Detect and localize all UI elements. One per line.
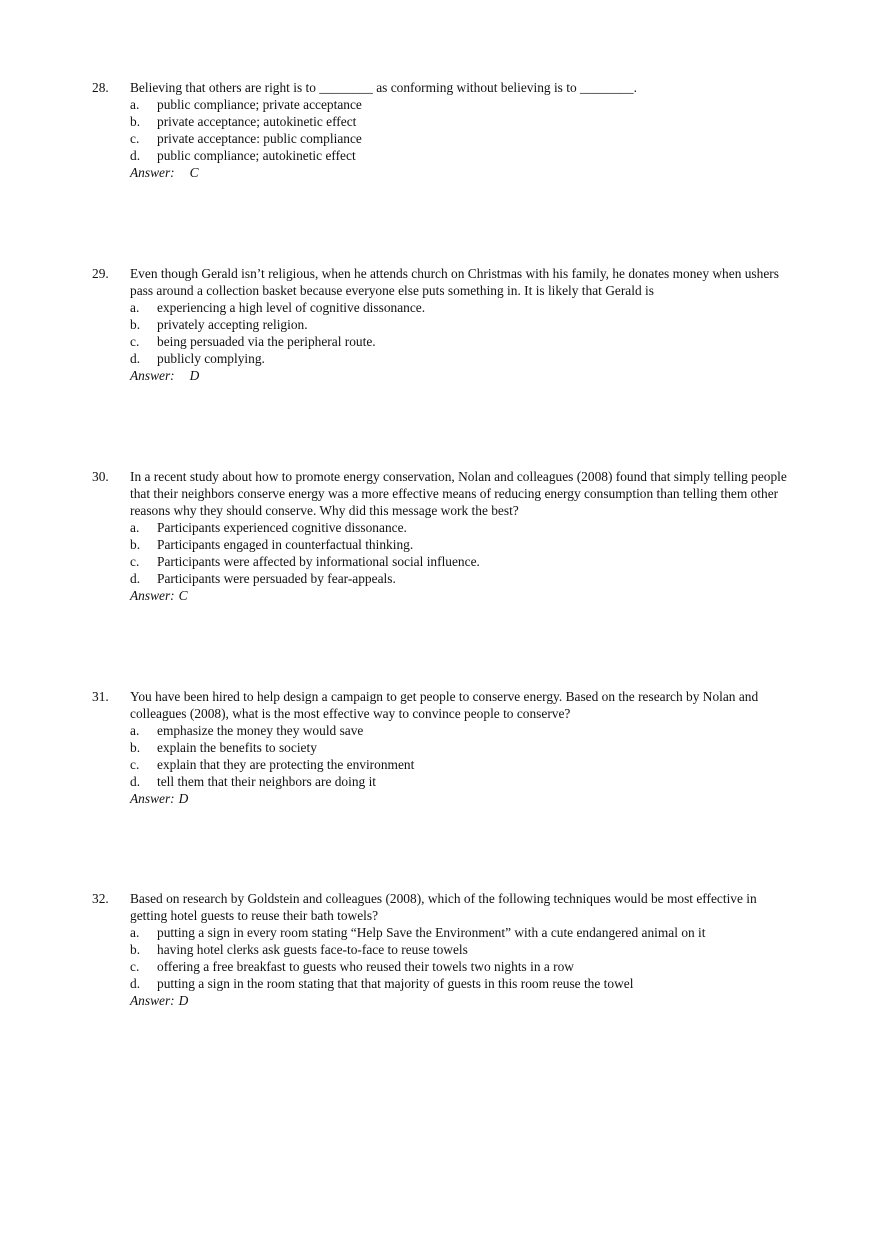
option-letter: d.: [130, 774, 141, 789]
option-letter: a.: [130, 723, 140, 738]
answer-label: Answer:: [130, 791, 175, 806]
option-text: publicly complying.: [157, 351, 265, 366]
option-letter: c.: [130, 757, 140, 772]
option-d: [130, 975, 797, 992]
question-number: 31.: [92, 689, 109, 704]
answer-label: Answer:: [130, 993, 175, 1008]
option-b: [130, 536, 797, 553]
question-stem: Based on research by Goldstein and colleagues (2008), which of the following techniques would be most effective in getting hotel guests to reuse their bath towels?: [130, 891, 757, 923]
option-a: [130, 519, 797, 536]
answer-label: Answer:: [130, 165, 175, 180]
answer-value: D: [178, 993, 189, 1008]
option-c: [130, 333, 797, 350]
question-number: 29.: [92, 266, 109, 281]
answer-value: D: [178, 791, 189, 806]
question-number: 32.: [92, 891, 109, 906]
option-letter: b.: [130, 317, 141, 332]
answer-line: [130, 992, 797, 1009]
option-c: [130, 553, 797, 570]
option-letter: b.: [130, 114, 141, 129]
option-text: public compliance; autokinetic effect: [157, 148, 356, 163]
option-list: [130, 96, 797, 164]
option-text: Participants engaged in counterfactual thinking.: [157, 537, 414, 552]
answer-value: C: [189, 165, 199, 180]
option-a: [130, 924, 797, 941]
option-text: Participants were persuaded by fear-appeals.: [157, 571, 396, 586]
question-stem: In a recent study about how to promote energy conservation, Nolan and colleagues (2008) found that simply telling people that their neighbors conserve energy was a more effective means of reducing energy consumption than telling them other reasons why they should conserve. Why did this message work the best?: [130, 469, 787, 518]
question-number: 30.: [92, 469, 109, 484]
option-b: [130, 316, 797, 333]
answer-line: [130, 164, 797, 181]
question-stem: Believing that others are right is to ________ as conforming without believing is to ________.: [130, 80, 637, 95]
option-text: having hotel clerks ask guests face-to-face to reuse towels: [157, 942, 468, 957]
answer-label: Answer:: [130, 588, 175, 603]
option-letter: d.: [130, 571, 141, 586]
option-b: [130, 739, 797, 756]
option-letter: c.: [130, 554, 140, 569]
option-d: [130, 773, 797, 790]
option-list: [130, 722, 797, 790]
option-letter: c.: [130, 959, 140, 974]
option-text: experiencing a high level of cognitive dissonance.: [157, 300, 426, 315]
option-d: [130, 147, 797, 164]
option-text: explain the benefits to society: [157, 740, 317, 755]
option-letter: c.: [130, 131, 140, 146]
option-letter: a.: [130, 520, 140, 535]
option-list: [130, 299, 797, 367]
answer-line: [130, 587, 797, 604]
option-text: Participants were affected by informational social influence.: [157, 554, 480, 569]
option-c: [130, 130, 797, 147]
option-a: [130, 722, 797, 739]
option-text: being persuaded via the peripheral route.: [157, 334, 376, 349]
option-d: [130, 570, 797, 587]
option-a: [130, 299, 797, 316]
option-letter: b.: [130, 740, 141, 755]
option-text: public compliance; private acceptance: [157, 97, 362, 112]
option-b: [130, 113, 797, 130]
answer-label: Answer:: [130, 368, 175, 383]
option-letter: d.: [130, 351, 141, 366]
option-text: private acceptance; autokinetic effect: [157, 114, 357, 129]
option-text: offering a free breakfast to guests who reused their towels two nights in a row: [157, 959, 574, 974]
option-text: private acceptance: public compliance: [157, 131, 362, 146]
question-29: [92, 265, 797, 384]
option-c: [130, 958, 797, 975]
option-c: [130, 756, 797, 773]
option-text: tell them that their neighbors are doing it: [157, 774, 377, 789]
option-letter: d.: [130, 148, 141, 163]
option-list: [130, 519, 797, 587]
answer-line: [130, 790, 797, 807]
question-stem: Even though Gerald isn’t religious, when he attends church on Christmas with his family, he donates money when ushers pass around a collection basket because everyone else puts something in. It is likely that Gerald is: [130, 266, 779, 298]
option-text: putting a sign in the room stating that that majority of guests in this room reuse the towel: [157, 976, 634, 991]
answer-value: C: [178, 588, 188, 603]
option-letter: a.: [130, 925, 140, 940]
option-text: privately accepting religion.: [157, 317, 308, 332]
question-28: [92, 79, 797, 181]
option-d: [130, 350, 797, 367]
question-stem: You have been hired to help design a campaign to get people to conserve energy. Based on the research by Nolan and colleagues (2008), what is the most effective way to convince people to conserve?: [130, 689, 759, 721]
question-30: [92, 468, 797, 604]
option-b: [130, 941, 797, 958]
answer-value: D: [189, 368, 200, 383]
option-text: explain that they are protecting the environment: [157, 757, 415, 772]
question-31: [92, 688, 797, 807]
option-list: [130, 924, 797, 992]
option-letter: d.: [130, 976, 141, 991]
option-letter: c.: [130, 334, 140, 349]
question-32: [92, 890, 797, 1009]
option-a: [130, 96, 797, 113]
answer-line: [130, 367, 797, 384]
option-letter: b.: [130, 537, 141, 552]
option-letter: b.: [130, 942, 141, 957]
option-text: putting a sign in every room stating “Help Save the Environment” with a cute endangered animal on it: [157, 925, 706, 940]
option-letter: a.: [130, 97, 140, 112]
question-number: 28.: [92, 80, 109, 95]
option-text: emphasize the money they would save: [157, 723, 364, 738]
option-letter: a.: [130, 300, 140, 315]
option-text: Participants experienced cognitive dissonance.: [157, 520, 407, 535]
